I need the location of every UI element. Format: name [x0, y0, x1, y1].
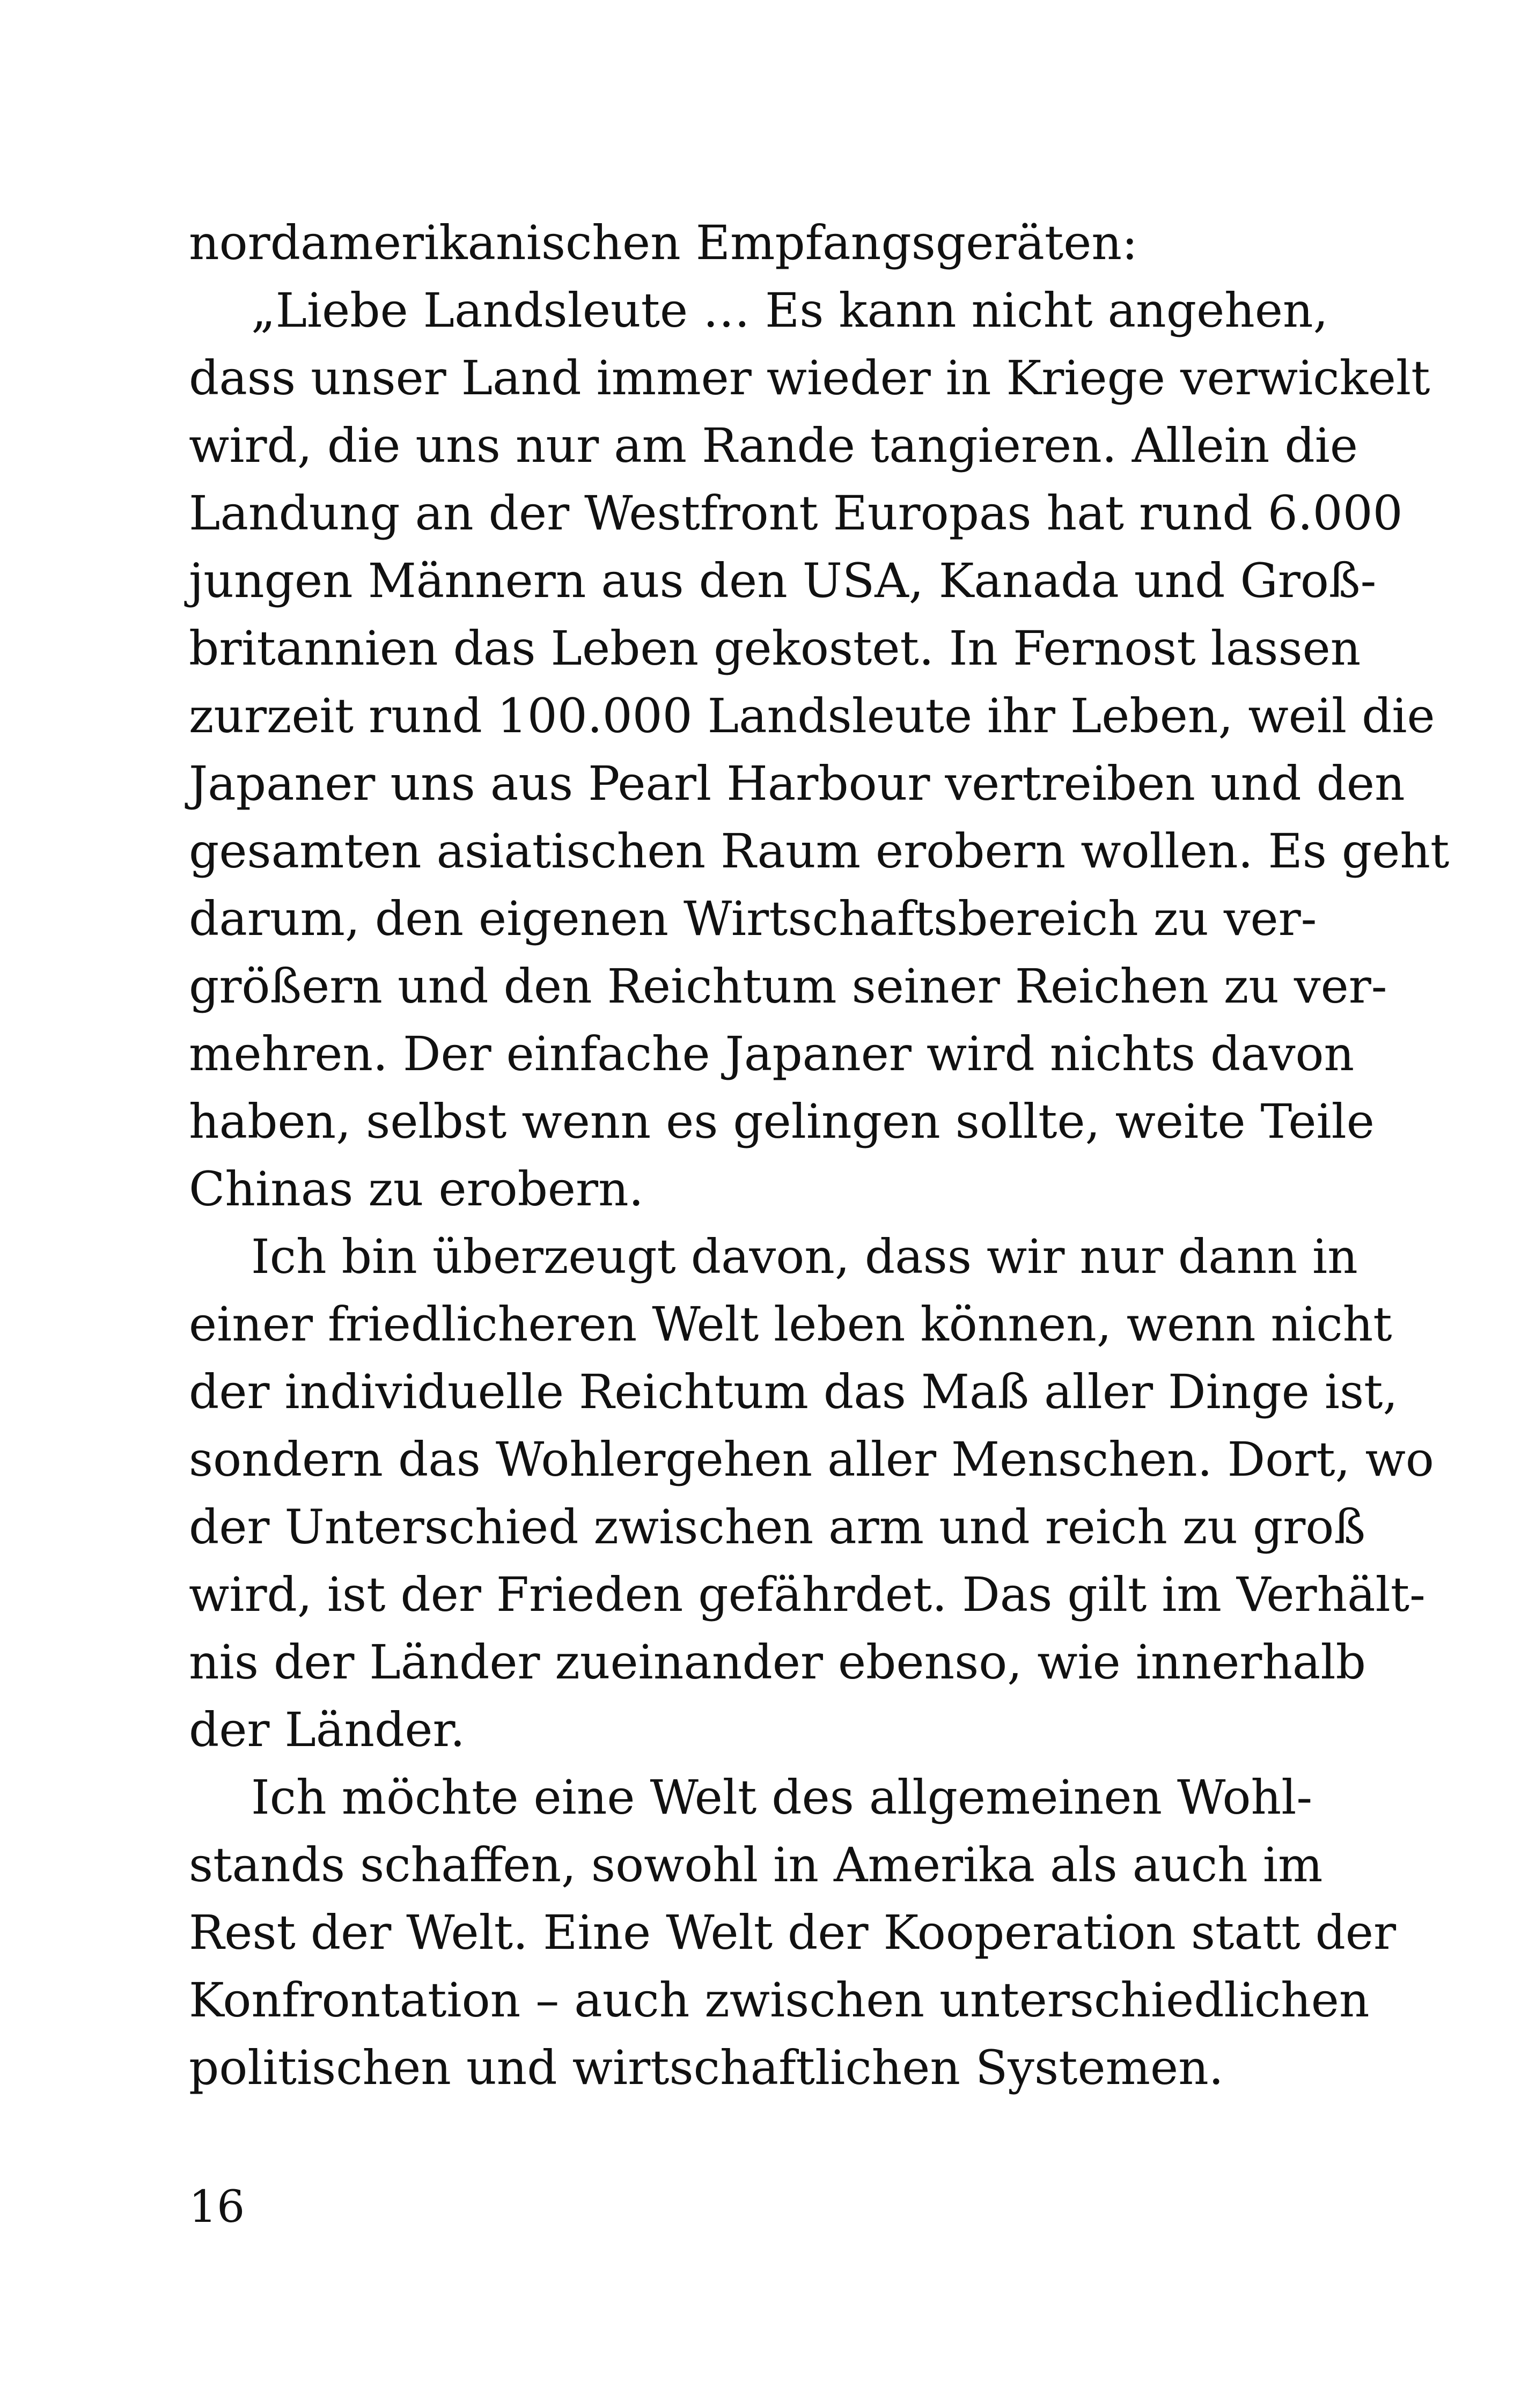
page-number: 16 [189, 2182, 245, 2233]
text-line: mehren. Der einfache Japaner wird nichts davon [189, 1026, 1355, 1081]
text-line: Ich möchte eine Welt des allgemeinen Wohl- [251, 1770, 1313, 1825]
text-line: dass unser Land immer wieder in Kriege verwickelt [189, 350, 1430, 406]
text-line: nis der Länder zueinander ebenso, wie innerhalb [189, 1634, 1366, 1690]
text-line: „Liebe Landsleute … Es kann nicht angehen, [251, 283, 1328, 338]
text-line: Landung an der Westfront Europas hat rund 6.000 [189, 485, 1403, 541]
text-line: einer friedlicheren Welt leben können, wenn nicht [189, 1297, 1392, 1352]
text-line: Konfrontation – auch zwischen unterschiedlichen [189, 1972, 1370, 2028]
text-line: der individuelle Reichtum das Maß aller Dinge ist, [189, 1364, 1398, 1419]
text-line: jungen Männern aus den USA, Kanada und Groß- [189, 553, 1377, 608]
text-line: darum, den eigenen Wirtschaftsbereich zu ver- [189, 891, 1317, 946]
text-line: Rest der Welt. Eine Welt der Kooperation statt der [189, 1905, 1397, 1960]
text-line: wird, die uns nur am Rande tangieren. Allein die [189, 418, 1358, 473]
text-line: größern und den Reichtum seiner Reichen zu ver- [189, 959, 1387, 1014]
text-line: nordamerikanischen Empfangsgeräten: [189, 215, 1138, 270]
text-line: politischen und wirtschaftlichen Systemen. [189, 2040, 1224, 2095]
text-line: Japaner uns aus Pearl Harbour vertreiben und den [189, 756, 1405, 811]
text-line: haben, selbst wenn es gelingen sollte, weite Teile [189, 1094, 1375, 1149]
text-line: der Unterschied zwischen arm und reich zu groß [189, 1499, 1366, 1555]
text-line: sondern das Wohlergehen aller Menschen. Dort, wo [189, 1432, 1434, 1487]
text-line: zurzeit rund 100.000 Landsleute ihr Leben, weil die [189, 688, 1435, 743]
text-line: Chinas zu erobern. [189, 1161, 644, 1217]
text-line: gesamten asiatischen Raum erobern wollen. Es geht [189, 823, 1450, 879]
text-line: britannien das Leben gekostet. In Fernost lassen [189, 621, 1361, 676]
text-line: Ich bin überzeugt davon, dass wir nur dann in [251, 1229, 1358, 1284]
text-line: stands schaffen, sowohl in Amerika als auch im [189, 1837, 1323, 1892]
body-text [189, 209, 1450, 2102]
text-line: der Länder. [189, 1702, 465, 1757]
text-line: wird, ist der Frieden gefährdet. Das gilt im Verhält- [189, 1567, 1426, 1622]
